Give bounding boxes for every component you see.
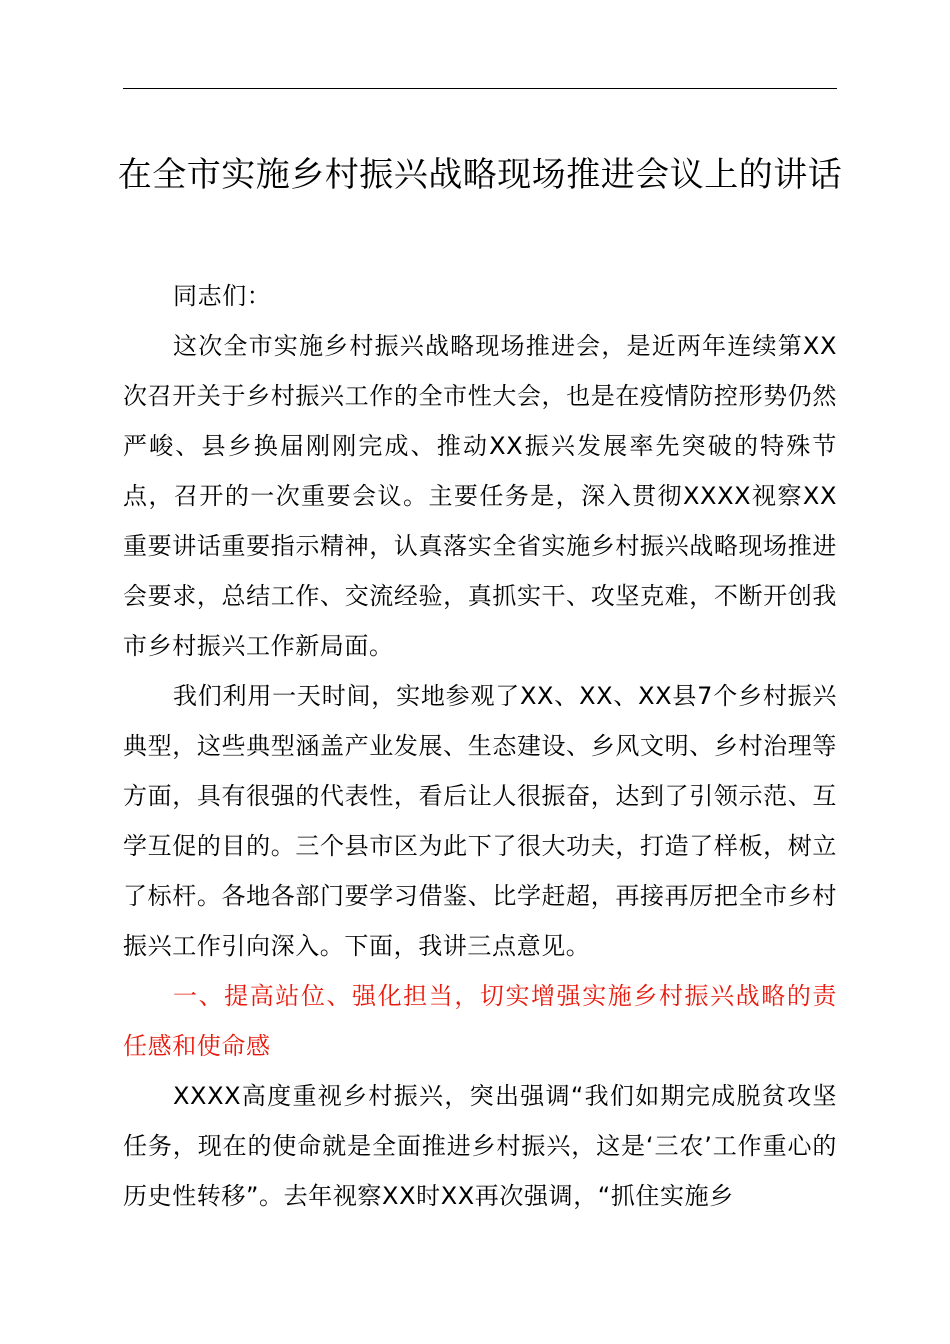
paragraph-2: 我们利用一天时间，实地参观了XX、XX、XX县7个乡村振兴典型，这些典型涵盖产业发展、生态建设、乡风文明、乡村治理等方面，具有很强的代表性，看后让人很振奋，达到了引领示范、互学互促的目的。三个县市区为此下了很大功夫，打造了样板，树立了标杆。各地各部门要学习借鉴、比学赶超，再接再厉把全市乡村振兴工作引向深入。下面，我讲三点意见。	[123, 682, 837, 960]
header-rule	[123, 88, 837, 89]
salutation: 同志们：	[173, 282, 272, 310]
paragraph-3: XXXX高度重视乡村振兴，突出强调“我们如期完成脱贫攻坚任务，现在的使命就是全面推进乡村振兴，这是‘三农’工作重心的历史性转移”。去年视察XX时XX再次强调，“抓住实施乡	[123, 1082, 837, 1210]
document-body	[123, 271, 837, 1221]
section-heading: 一、提高站位、强化担当，切实增强实施乡村振兴战略的责任感和使命感	[123, 982, 837, 1060]
document-title: 在全市实施乡村振兴战略现场推进会议上的讲话	[117, 155, 843, 195]
paragraph-1: 这次全市实施乡村振兴战略现场推进会，是近两年连续第XX次召开关于乡村振兴工作的全市性大会，也是在疫情防控形势仍然严峻、县乡换届刚刚完成、推动XX振兴发展率先突破的特殊节点，召开的一次重要会议。主要任务是，深入贯彻XXXX视察XX重要讲话重要指示精神，认真落实全省实施乡村振兴战略现场推进会要求，总结工作、交流经验，真抓实干、攻坚克难，不断开创我市乡村振兴工作新局面。	[123, 332, 837, 660]
